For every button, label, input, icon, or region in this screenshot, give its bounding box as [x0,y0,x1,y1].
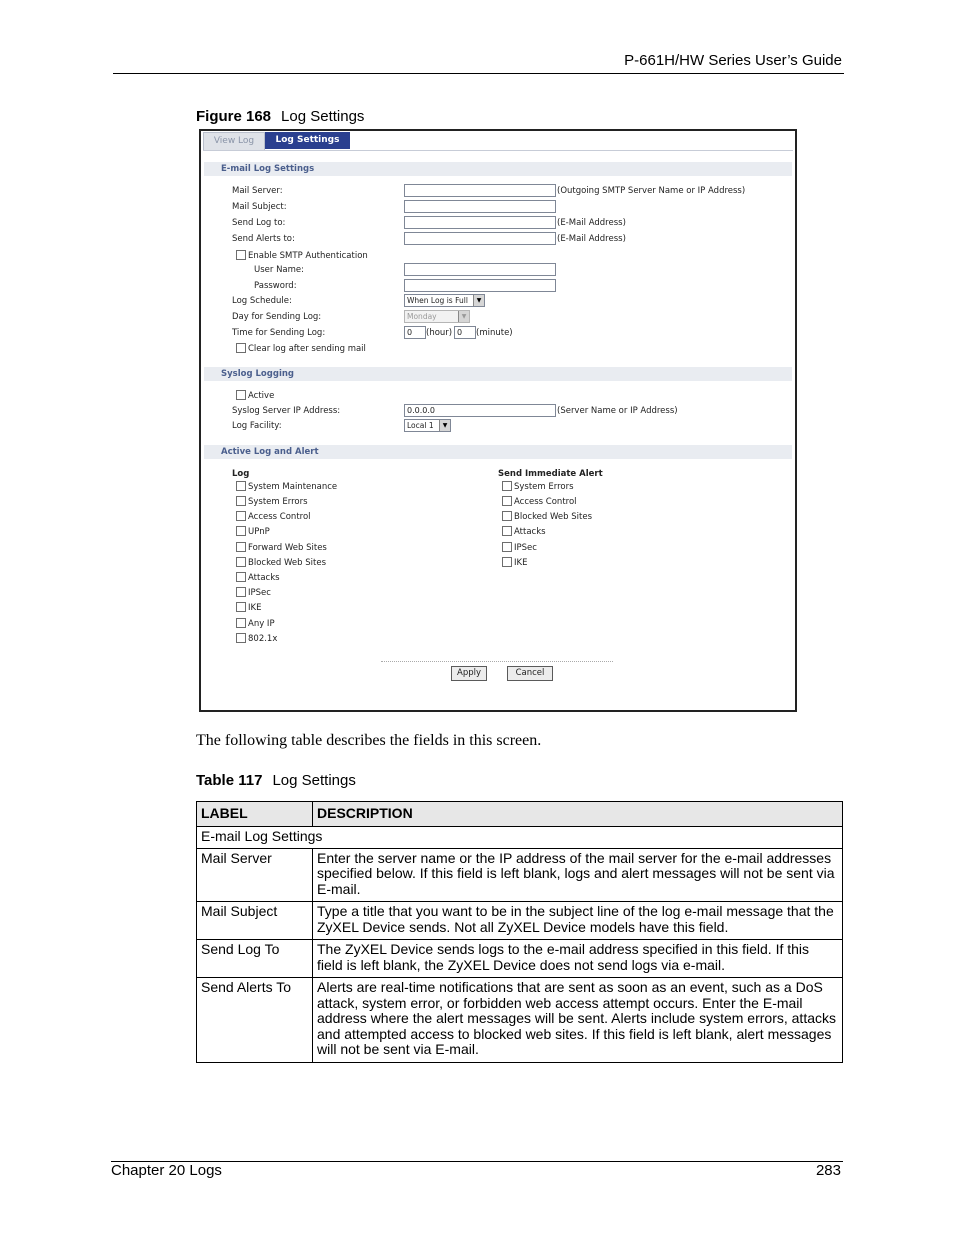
syslog-server-ip-hint: (Server Name or IP Address) [557,406,678,416]
time-for-sending-label: Time for Sending Log: [232,328,326,338]
log-schedule-select[interactable] [404,294,485,307]
log-checkbox-forward-web-sites[interactable] [236,542,246,552]
log-checkbox-ike[interactable] [236,602,246,612]
tab-log-settings[interactable]: Log Settings [265,132,350,149]
row-description: Type a title that you want to be in the subject line of the log e-mail message that the ZyXEL Device sends. Not all ZyXEL Device models have this field. [313,902,843,940]
log-checkbox-blocked-web-sites[interactable] [236,557,246,567]
log-item-label: Access Control [248,512,311,522]
mail-subject-label: Mail Subject: [232,202,287,212]
figure-label: Figure 168 [196,108,272,125]
alert-checkbox-access-control[interactable] [502,496,512,506]
log-facility-label: Log Facility: [232,421,282,431]
figure-caption [196,108,364,125]
minute-input[interactable]: 0 [454,326,476,339]
log-checkbox-any-ip[interactable] [236,618,246,628]
mail-server-hint: (Outgoing SMTP Server Name or IP Address) [557,186,746,196]
table-row [197,902,843,940]
row-description: Alerts are real-time notifications that are sent as soon as an event, such as a DoS attack, system error, or forbidden web access attempt occurs. Enter the E-mail address where the alert messages will be sent. Alerts include system errors, attacks and attempted access to blocked web sites. If this field is left blank, alert messages will not be sent via E-mail. [313,978,843,1063]
row-label: Mail Server [197,848,313,902]
log-facility-select[interactable] [404,419,451,432]
mail-subject-input[interactable] [404,200,556,213]
hour-unit: (hour) [426,328,453,338]
table-row [197,940,843,978]
send-log-input[interactable] [404,216,556,229]
table-section-row [197,827,843,849]
syslog-active-checkbox[interactable] [236,390,246,400]
send-log-hint: (E-Mail Address) [557,218,626,228]
table-caption [196,772,356,789]
log-item-label: Blocked Web Sites [248,558,326,568]
day-for-sending-value: Monday [407,312,437,321]
header-description: DESCRIPTION [313,802,843,827]
log-settings-screenshot [199,129,797,712]
syslog-server-ip-input[interactable]: 0.0.0.0 [404,404,556,417]
row-label: Send Alerts To [197,978,313,1063]
alert-checkbox-blocked-web-sites[interactable] [502,511,512,521]
tab-divider [203,150,793,151]
user-name-label: User Name: [254,265,305,275]
alert-item-label: Blocked Web Sites [514,512,592,522]
day-for-sending-label: Day for Sending Log: [232,312,322,322]
send-alerts-label: Send Alerts to: [232,234,295,244]
day-for-sending-select[interactable] [404,310,470,323]
log-item-label: Any IP [248,619,275,629]
syslog-server-ip-label: Syslog Server IP Address: [232,406,341,416]
intro-paragraph: The following table describes the fields in this screen. [196,732,542,749]
log-schedule-label: Log Schedule: [232,296,292,306]
smtp-auth-checkbox[interactable] [236,250,246,260]
section-email-log-settings: E-mail Log Settings [204,162,792,176]
table-label: Table 117 [196,772,263,789]
log-checkbox-8021x[interactable] [236,633,246,643]
table-row [197,848,843,902]
table-row [197,978,843,1063]
alert-item-label: IKE [514,558,528,568]
password-label: Password: [254,281,297,291]
chevron-down-icon: ▼ [473,295,484,306]
table-header-row [197,802,843,827]
send-log-label: Send Log to: [232,218,286,228]
password-input[interactable] [404,279,556,292]
log-checkbox-system-maintenance[interactable] [236,481,246,491]
chevron-down-icon: ▼ [458,311,469,322]
alert-checkbox-ike[interactable] [502,557,512,567]
syslog-active-label: Active [248,391,275,401]
log-item-label: IKE [248,603,262,613]
table-title: Log Settings [272,772,356,789]
header-label: LABEL [197,802,313,827]
header-rule [113,73,844,74]
row-description: The ZyXEL Device sends logs to the e-mail address specified in this field. If this field is left blank, the ZyXEL Device does not send logs via e-mail. [313,940,843,978]
mail-server-label: Mail Server: [232,186,283,196]
chevron-down-icon: ▼ [439,420,450,431]
log-item-label: Forward Web Sites [248,543,327,553]
button-divider [381,661,613,662]
mail-server-input[interactable] [404,184,556,197]
section-row-cell: E-mail Log Settings [197,827,843,849]
log-schedule-value: When Log is Full [407,296,468,305]
row-label: Mail Subject [197,902,313,940]
log-checkbox-upnp[interactable] [236,526,246,536]
clear-log-checkbox[interactable] [236,343,246,353]
cancel-button[interactable]: Cancel [507,666,553,681]
user-name-input[interactable] [404,263,556,276]
log-item-label: System Errors [248,497,308,507]
alert-column-heading: Send Immediate Alert [498,469,603,479]
log-item-label: IPSec [248,588,271,598]
hour-input[interactable]: 0 [404,326,426,339]
log-item-label: System Maintenance [248,482,338,492]
log-checkbox-access-control[interactable] [236,511,246,521]
figure-title: Log Settings [281,108,365,125]
alert-item-label: System Errors [514,482,574,492]
log-item-label: Attacks [248,573,280,583]
clear-log-label: Clear log after sending mail [248,344,366,354]
field-description-table [196,801,843,1063]
row-label: Send Log To [197,940,313,978]
row-description: Enter the server name or the IP address of the mail server for the e-mail addresses specified below. If this field is left blank, logs and alert messages will not be sent via E-mail. [313,848,843,902]
alert-checkbox-attacks[interactable] [502,526,512,536]
alert-item-label: Attacks [514,527,546,537]
tab-view-log[interactable]: View Log [203,132,265,151]
alert-item-label: IPSec [514,543,537,553]
log-item-label: 802.1x [248,634,278,644]
section-active-log-alert: Active Log and Alert [204,445,792,459]
log-item-label: UPnP [248,527,270,537]
send-alerts-hint: (E-Mail Address) [557,234,626,244]
running-header: P-661H/HW Series User’s Guide [624,52,842,69]
section-syslog-logging: Syslog Logging [204,367,792,381]
log-column-heading: Log [232,469,250,479]
alert-item-label: Access Control [514,497,577,507]
apply-button[interactable]: Apply [451,666,487,681]
smtp-auth-label: Enable SMTP Authentication [248,251,368,261]
minute-unit: (minute) [476,328,513,338]
footer-page-number: 283 [815,1162,841,1179]
log-checkbox-system-errors[interactable] [236,496,246,506]
log-checkbox-ipsec[interactable] [236,587,246,597]
send-alerts-input[interactable] [404,232,556,245]
footer-chapter: Chapter 20 Logs [111,1162,222,1179]
alert-checkbox-ipsec[interactable] [502,542,512,552]
log-checkbox-attacks[interactable] [236,572,246,582]
alert-checkbox-system-errors[interactable] [502,481,512,491]
log-facility-value: Local 1 [407,421,434,430]
